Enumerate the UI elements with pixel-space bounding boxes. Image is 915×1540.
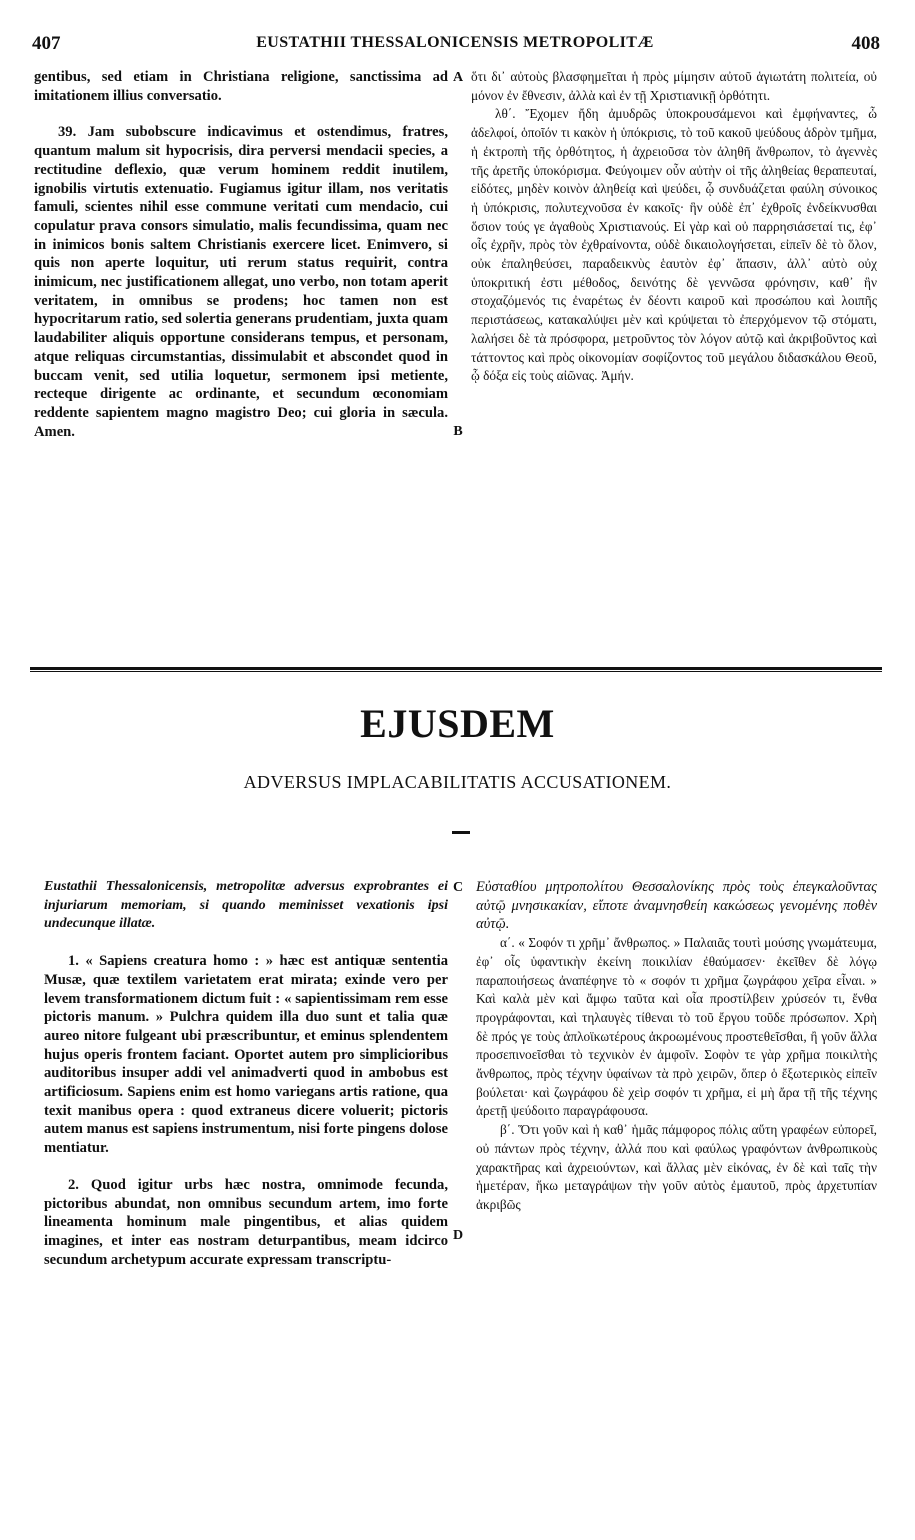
- greek-paragraph-1: α΄. « Σοφόν τι χρῆμ᾽ ἄνθρωπος. » Παλαιᾶς τουτὶ μούσης γνωμάτευμα, ἐφ᾽ οἷς ὑφαντικὴν ἐκείνη ποικιλίαν ἐθαύμασεν· ἐκεῖθεν δὲ λόγῳ παραποιήσεως ἀναπέφηνε τὸ « σοφόν τι χρῆμα ζωγράφου χεῖρα εἶναι. » Καὶ καλὰ μὲν καὶ ἄμφω ταῦτα καὶ οἷα προστίλβειν χρύσεόν τι, ἔνθα προγράφονται, καὶ τηλαυγὲς τίθεναι τὸ τοῦ ἔργου τοῦδε πρόσωπον. Χρὴ δὲ πρός γε τοὺς ἁπλοϊκωτέρους ἀκροωμένους προστεθεῖσθαι, ἢ γοῦν ἄλλα προσεπινοεῖσθαι τὸ τεχνικὸν ἐν ἀμφοῖν. Σοφὸν τε γὰρ χρῆμα ποικιλτὴς ἄνθρωπος, πρὸς τέχνην ὑφαίνων τὰ πρὸ χειρῶν, ὅπερ ὁ ἔξωτερικὸς εἰπεῖν βούλεται· καὶ ζωγράφου δὲ χεὶρ σοφόν τι χρῆμα, εἰ μὴ ἄρα τῇ τῆς τέχνης ἀρετῇ ψεύδοιτο παραγράφουσα.: [476, 935, 877, 1119]
- top-greek-column: [471, 68, 877, 386]
- margin-marker-a: A: [452, 70, 464, 85]
- margin-marker-c: C: [452, 880, 464, 895]
- section-subtitle: ADVERSUS IMPLACABILITATIS ACCUSATIONEM.: [243, 772, 672, 792]
- running-title: EUSTATHII THESSALONICENSIS METROPOLITÆ: [256, 34, 654, 51]
- latin-paragraph-continuation: gentibus, sed etiam in Christiana religione, sanctissima ad imitationem illius conversatio.: [34, 69, 448, 104]
- section-divider-thin: [30, 671, 882, 672]
- margin-marker-d: D: [452, 1228, 464, 1243]
- page-number-right: 408: [851, 33, 880, 54]
- running-header: [30, 33, 880, 59]
- bottom-greek-column: [476, 878, 877, 1215]
- page-number-left: 407: [32, 33, 61, 54]
- latin-paragraph-2: 2. Quod igitur urbs hæc nostra, omnimode fecunda, pictoribus abundat, non omnibus secundum artem, imo forte lineamenta hominum male pingentibus, et alias quidem imagines, et inter eas nostram deturpantibus, meam idcirco secundum archetypum accurate expressam transcriptu-: [44, 1176, 448, 1268]
- margin-marker-b: B: [453, 424, 463, 439]
- latin-paragraph-1: 1. « Sapiens creatura homo : » hæc est antiquæ sententia Musæ, quæ textilem varietatem erat mirata; exinde vero per levem transformationem dictum fuit : « sapientissimam rem esse pictoris manum. » Pulchra quidem illa duo sunt et talia quæ aureo nitore fulgeant ubi præscribuntur, et eminus splendentem hujus operis frontem faciant. Oportet autem pro simplicioribus auditoribus insuper addi vel animadverti quod in ambobus est artificiosum. Sapiens enim est homo variegans artis ratione, qua texit manibus opera : quod extraneus dicere voluerit; pictoris autem manus est sapiens instrumentum, nisi forte pingens dolose mentiatur.: [44, 953, 448, 1157]
- greek-paragraph-continuation: ὅτι δι᾽ αὐτοὺς βλασφημεῖται ἡ πρὸς μίμησιν αὐτοῦ ἁγιωτάτη πολιτεία, οὐ μόνον ἐν ἔθνεσιν, ἀλλὰ καὶ ἐν τῇ Χριστιανικῇ ὀρθότητι.: [471, 69, 877, 103]
- title-dash: [452, 831, 470, 834]
- section-divider-thick: [30, 667, 882, 670]
- greek-paragraph-2: β΄. Ὅτι γοῦν καὶ ἡ καθ᾽ ἡμᾶς πάμφορος πόλις αὕτη γραφέων εὐπορεῖ, οὐ πάντων πρὸς τέχνην, ἀλλά που καὶ φαύλως γραφόντων ἀνθρωπικοὺς χαρακτῆρας καὶ ἀχρειούντων, καὶ ἄλλας μὲν εἰκόνας, ἐν δὲ καὶ ταῖς τὴν ἡμετέραν, ἥκω μεταγράψων τὴν γοῦν αὐτὸς ἐμαυτοῦ, πρὸς ἀρχετυπίαν ἀκριβῶς: [476, 1122, 877, 1212]
- bottom-latin-column: [44, 878, 448, 1269]
- latin-rubric: Eustathii Thessalonicensis, metropolitæ adversus exprobrantes ei injuriarum memoriam, si quando meminisset vexationis ipsi undecunque illatæ.: [44, 879, 448, 932]
- top-latin-column: [34, 68, 448, 441]
- greek-paragraph-39: λθ΄. Ἔχομεν ἤδη ἀμυδρῶς ὑποκρουσάμενοι καὶ ἐμφήναντες, ὦ ἀδελφοί, ὁποῖόν τι κακὸν ἡ ὑπόκρισις, τὸ τοῦ κακοῦ ψεύδους ἁδρὸν τμῆμα, ἡ ἐκτροπὴ τῆς ὀρθότητος, ἡ ἀχρειοῦσα τὸν ἀληθῆ ἄνθρωπον, τὸ ἀγεννὲς τῆς ἀρετῆς ὑποκόρισμα. Φεύγοιμεν οὖν αὐτὴν οἱ τῆς ἀληθείας θεραπευταί, εἰδότες, μηδὲν κοινὸν ἀληθείᾳ καὶ ψεύδει, ᾧ συνδυάζεται φαύλη σύνοικος ἡ ὑπόκρισις, πολυτεχνοῦσα ἐν κακοῖς· ἣν οὐδὲ ἐπ᾽ ἐχθροῖς ἐνδείκνυσθαι ὅσιον τούς γε ἀγαθοὺς Χριστιανούς. Εἰ γὰρ καὶ οὐ παρρησιάσεταί τις, ἐφ᾽ οἷς ἐχρῆν, πρὸς τὸν ἐχθραίνοντα, οὐδὲ δικαιολογήσεται, εἰπεῖν δὲ τὸ ὅλον, οὐκ ἐπαληθεύσει, παραδεικνὺς ἑαυτὸν ἐφ᾽ ἅπασιν, ἀλλ᾽ αὐτὸ οὐχ ὑποκριτική ἐστι μέθοδος, δεινότης δὲ γεννῶσα φρόνησιν, καθ᾽ ἣν στοχαζόμενός τις ἐναρέτως ἐν δέοντι καιροῦ καὶ προσώπου καὶ λοιπῆς περιστάσεως, κατακαλύψει μὲν καὶ κρύψεται τὸ ἐπερχόμενον τῷ στόματι, λαλήσει δὲ τὰ πρόσφορα, μετροῦντος τὸν λόγον αὐτῷ καὶ ἀκριβοῦντος καὶ τάττοντος καὶ πρὸς οἰκονομίαν σοφίζοντος τοῦ μεγάλου διδασκάλου Θεοῦ, ᾧ δόξα εἰς τοὺς αἰῶνας. Ἀμήν.: [471, 106, 877, 384]
- latin-paragraph-39: 39. Jam subobscure indicavimus et ostendimus, fratres, quantum malum sit hypocrisis, dira perversi mendacii species, a rectitudine deflexio, quæ verum hominem reddit inutilem, ignobilis virtutis extenuatio. Fugiamus igitur illam, nos veritatis famuli, scientes nihil esse commune veritati cum mendacio, cui copulatur prava consors simulatio, malis fecundissima, quam nec in inimicos bonis saltem Christianis exercere licet. Enimvero, si quis non aperte loquitur, uti rerum status requirit, contra inimicum, nec justificationem allegat, uno verbo, non totam aperit veritatem, in omnibus se prodens; hoc tamen non est hypocritarum ratio, sed solertia generans prudentiam, juxta quam laudabiliter aliquis opportune considerans tempus, et personam, atque reliquas circumstantias, dissimulabit et abscondet quod in buccam venit, sed utilia loquetur, sermonem ipsi metiente, recteque dirigente ac ordinante, et secundum œconomiam reddente sapientem magno magistro Deo; cui gloria in sæcula. Amen.: [34, 124, 448, 440]
- section-title: EJUSDEM: [360, 701, 555, 746]
- greek-rubric: Εὐσταθίου μητροπολίτου Θεσσαλονίκης πρὸς τοὺς ἐπεγκαλοῦντας αὐτῷ μνησικακίαν, εἴποτε ἀναμνησθείη κακώσεως γενομένης ποθὲν αὐτῷ.: [476, 879, 877, 933]
